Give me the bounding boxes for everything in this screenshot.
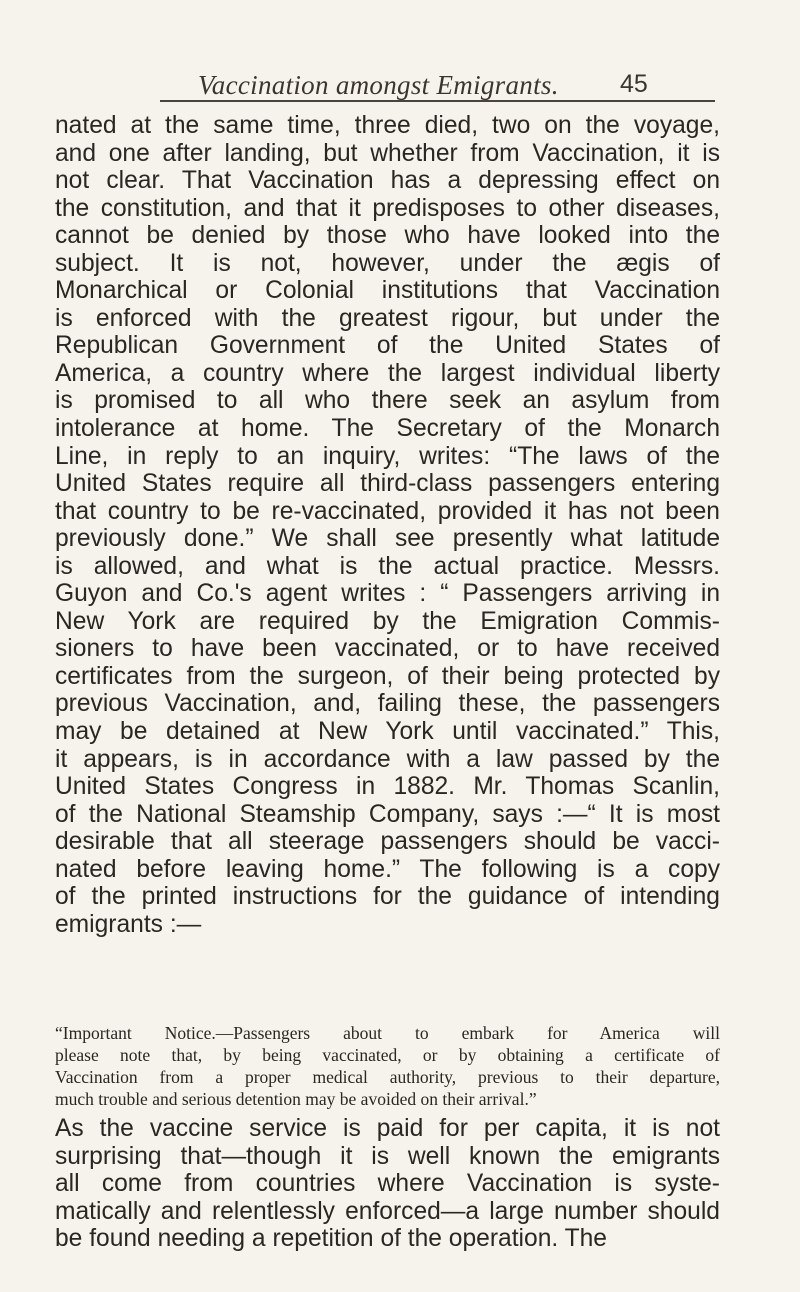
- text-line: sioners to have been vaccinated, or to have received: [55, 635, 720, 663]
- text-line: cannot be denied by those who have looked into the: [55, 222, 720, 250]
- text-line: subject. It is not, however, under the ægis of: [55, 249, 720, 277]
- notice-line: Vaccination from a proper medical authority, previous to their departure,: [55, 1067, 720, 1087]
- text-line: Republican Government of the United States of: [55, 332, 720, 360]
- text-line: emigrants :—: [55, 910, 202, 938]
- notice-line: please note that, by being vaccinated, or by obtaining a certificate of: [55, 1045, 720, 1065]
- text-line: New York are required by the Emigration Commis-: [55, 607, 720, 635]
- text-line: may be detained at New York until vaccinated.” This,: [55, 718, 720, 746]
- text-line: Guyon and Co.'s agent writes : “ Passengers arriving in: [55, 580, 720, 608]
- text-line: that country to be re-vaccinated, provided it has not been: [55, 497, 720, 525]
- text-line: is promised to all who there seek an asylum from: [55, 387, 720, 415]
- text-line: United States Congress in 1882. Mr. Thomas Scanlin,: [55, 773, 720, 801]
- text-line: of the National Steamship Company, says :—“ It is most: [55, 800, 720, 828]
- text-line: is allowed, and what is the actual practice. Messrs.: [55, 552, 720, 580]
- text-line: Monarchical or Colonial institutions that Vaccination: [55, 277, 720, 305]
- text-line: certificates from the surgeon, of their being protected by: [55, 662, 720, 690]
- text-line: America, a country where the largest individual liberty: [55, 359, 720, 387]
- text-line: previously done.” We shall see presently what latitude: [55, 525, 720, 553]
- paragraph-1: [55, 112, 720, 938]
- text-line: all come from countries where Vaccination is syste-: [55, 1170, 720, 1198]
- text-line: it appears, is in accordance with a law passed by the: [55, 745, 720, 773]
- text-line: As the vaccine service is paid for per capita, it is not: [55, 1115, 720, 1142]
- text-line: previous Vaccination, and, failing these, the passengers: [55, 690, 720, 718]
- text-line: not clear. That Vaccination has a depressing effect on: [55, 167, 720, 195]
- text-line: is enforced with the greatest rigour, but under the: [55, 304, 720, 332]
- text-line: of the printed instructions for the guidance of intending: [55, 883, 720, 911]
- text-line: desirable that all steerage passengers should be vacci-: [55, 828, 720, 856]
- text-line: nated before leaving home.” The following is a copy: [55, 855, 720, 883]
- important-notice-quote: [55, 1022, 720, 1110]
- notice-line: “Important Notice.—Passengers about to embark for America will: [55, 1023, 720, 1043]
- text-line: Line, in reply to an inquiry, writes: “The laws of the: [55, 442, 720, 470]
- header-rule: [160, 100, 715, 102]
- notice-line: much trouble and serious detention may be avoided on their arrival.”: [55, 1089, 537, 1109]
- running-head: [40, 60, 740, 100]
- text-line: surprising that—though it is well known the emigrants: [55, 1142, 720, 1170]
- text-line: be found needing a repetition of the operation. The: [55, 1225, 607, 1253]
- text-line: intolerance at home. The Secretary of the Monarch: [55, 415, 720, 443]
- running-title: Vaccination amongst Emigrants.: [198, 70, 559, 100]
- text-line: United States require all third-class passengers entering: [55, 470, 720, 498]
- text-line: matically and relentlessly enforced—a large number should: [55, 1197, 720, 1225]
- text-line: the constitution, and that it predisposes to other diseases,: [55, 194, 720, 222]
- text-line: nated at the same time, three died, two on the voyage,: [55, 112, 720, 139]
- page-number: 45: [620, 70, 648, 98]
- paragraph-2: [55, 1115, 720, 1253]
- text-line: and one after landing, but whether from Vaccination, it is: [55, 139, 720, 167]
